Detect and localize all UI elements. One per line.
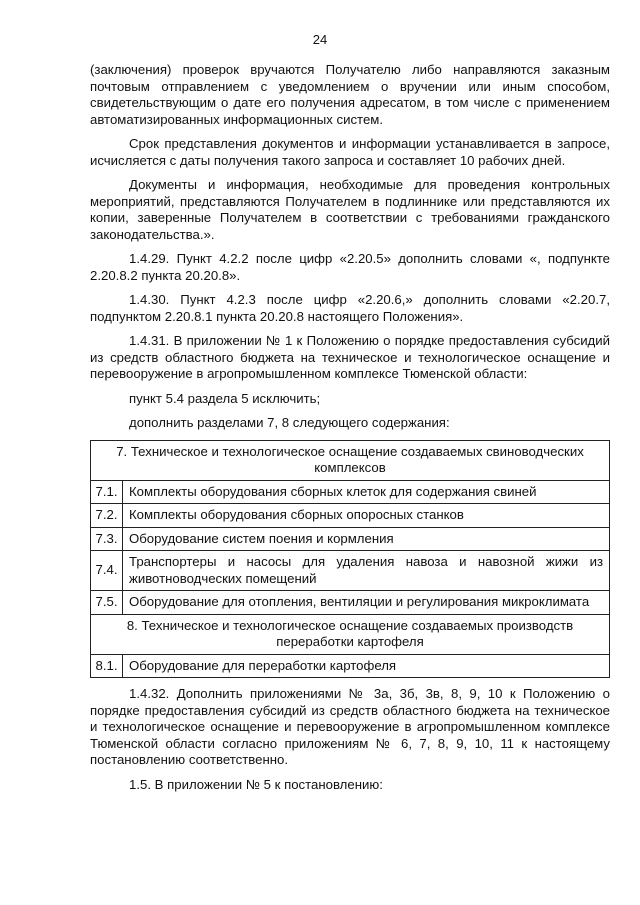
row-number: 8.1. [91,654,123,678]
paragraph: пункт 5.4 раздела 5 исключить; [129,390,321,406]
row-text: Оборудование для переработки картофеля [123,654,610,678]
section-7-title: 7. Техническое и технологическое оснащение создаваемых свиноводческих комплексов [91,440,610,480]
row-text: Комплекты оборудования сборных опоросных станков [123,504,610,528]
table-row [91,591,610,615]
paragraph: 1.4.31. В приложении № 1 к Положению о порядке предоставления субсидий из средств областного бюджета на техническое и технологическое оснащение и перевооружение в агропромышленном комплексе Тюменской области: [90,333,610,381]
table-row [91,527,610,551]
paragraph: (заключения) проверок вручаются Получателю либо направляются заказным почтовым отправлением с уведомлением о вручении или иным способом, свидетельствующим о дате его получения адресатом, в том числе с применением автоматизированных информационных систем. [90,62,610,127]
table-section-header [91,614,610,654]
row-text: Оборудование для отопления, вентиляции и регулирования микроклимата [123,591,610,615]
paragraph: дополнить разделами 7, 8 следующего содержания: [129,415,450,430]
table-row [91,551,610,591]
paragraph: 1.5. В приложении № 5 к постановлению: [129,776,383,792]
row-number: 7.2. [91,504,123,528]
paragraph: Срок представления документов и информации устанавливается в запросе, исчисляется с даты получения такого запроса и составляет 10 рабочих дней. [90,136,610,168]
paragraph: 1.4.29. Пункт 4.2.2 после цифр «2.20.5» дополнить словами «, подпункте 2.20.8.2 пункта 20.20.8». [90,251,610,283]
row-text: Транспортеры и насосы для удаления навоза и навозной жижи из животноводческих помещений [123,551,610,591]
equipment-table [90,440,610,679]
row-number: 7.3. [91,527,123,551]
row-text: Оборудование систем поения и кормления [123,527,610,551]
row-number: 7.1. [91,480,123,504]
paragraph: Документы и информация, необходимые для проведения контрольных мероприятий, представляются Получателем в подлиннике или представляются их копии, заверенные Получателем в соответствии с требованиями гражданского законодательства.». [90,177,610,242]
page-number: 24 [312,32,328,47]
document-body [90,62,610,801]
table-row [91,504,610,528]
paragraph: 1.4.30. Пункт 4.2.3 после цифр «2.20.6,» дополнить словами «2.20.7, подпунктом 2.20.8.1 пункта 20.20.8 настоящего Положения». [90,292,610,324]
section-8-title: 8. Техническое и технологическое оснащение создаваемых производств переработки картофеля [91,614,610,654]
row-number: 7.5. [91,591,123,615]
row-text: Комплекты оборудования сборных клеток для содержания свиней [123,480,610,504]
row-number: 7.4. [91,551,123,591]
table-row [91,654,610,678]
table-row [91,480,610,504]
table-section-header [91,440,610,480]
paragraph: 1.4.32. Дополнить приложениями № 3а, 3б, 3в, 8, 9, 10 к Положению о порядке предоставления субсидий из средств областного бюджета на техническое и технологическое оснащение и перевооружение в агропромышленном комплексе Тюменской области согласно приложениям № 6, 7, 8, 9, 10, 11 к настоящему постановлению соответственно. [90,686,610,767]
